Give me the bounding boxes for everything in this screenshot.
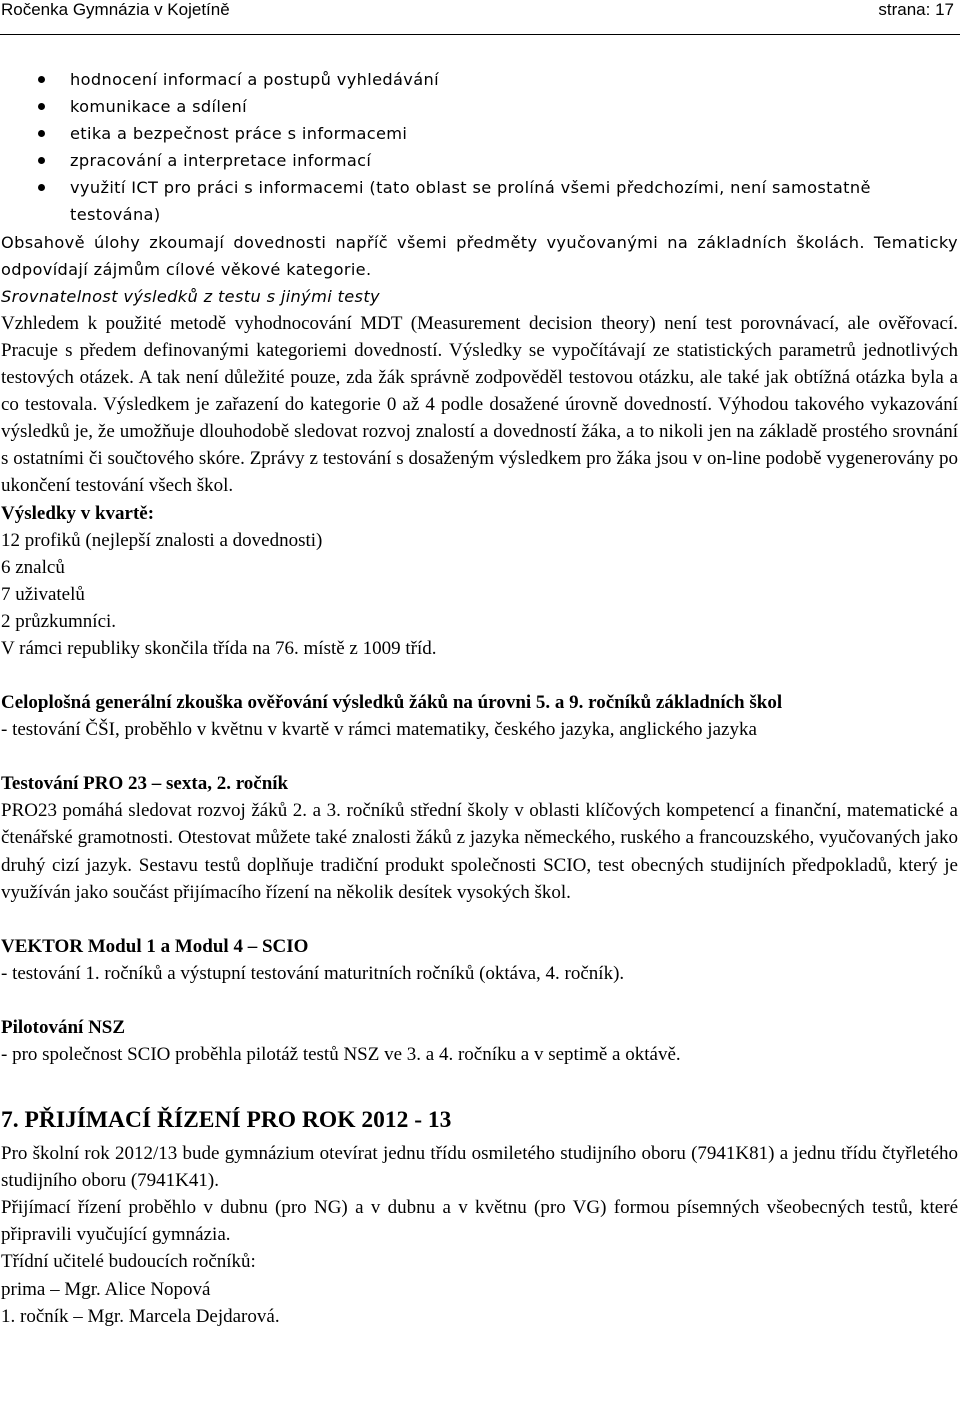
paragraph-vzhledem: Vzhledem k použité metodě vyhodnocování MDT (Measurement decision theory) není test porovnávací, ale ověřovací. Pracuje s předem definovanými kategoriemi dovedností. Výsledky se vypočítávají ze statistických parametrů jednotlivých testových otázek. A tak není důležité pouze, zda žák správně zodpověděl testovou otázku, ale také jak obtížná otázka byla a co testovala. Výsledkem je zařazení do kategorie 0 až 4 podle dosažené úrovně dovedností. Výhodou takového vykazování výsledků je, že umožňuje dlouhodobě sledovat rozvoj znalostí a dovedností žáka, a to nikoli jen na základě prostého srovnání s ostatními či součtového skóre. Zprávy z testování s dosaženým výsledkem pro žáka jsou v on-line podobě vygenerovány po ukončení testování všech škol. [1,312,958,497]
results-heading: Výsledky v kvartě: [1,502,155,524]
paragraph-obsahove: Obsahově úlohy zkoumají dovednosti napříč všemi předměty vyučovanými na základních školách. Tematicky odpovídají zájmům cílové věkové kategorie. [1,232,958,279]
results-item: 6 znalců [1,556,65,578]
pro23-heading: Testování PRO 23 – sexta, 2. ročník [1,773,289,795]
teacher-item: prima – Mgr. Alice Nopová [1,1278,211,1300]
list-item: hodnocení informací a postupů vyhledávání [70,66,958,93]
list-item: komunikace a sdílení [70,93,958,120]
results-item: 12 profiků (nejlepší znalosti a dovednosti) [1,529,323,551]
results-item: 2 průzkumníci. [1,610,117,632]
list-item: využití ICT pro práci s informacemi (tato oblast se prolíná všemi předchozími, není samostatně testována) [70,174,958,228]
vektor-text: - testování 1. ročníků a výstupní testování maturitních ročníků (oktáva, 4. ročník). [1,962,625,984]
vektor-heading: VEKTOR Modul 1 a Modul 4 – SCIO [1,935,309,957]
header-title: Ročenka Gymnázia v Kojetíně [1,0,230,19]
teachers-heading: Třídní učitelé budoucích ročníků: [1,1251,256,1273]
subheading-srovnatelnost: Srovnatelnost výsledků z testu s jinými testy [1,286,380,306]
celoplosna-text: - testování ČŠI, proběhlo v květnu v kvartě v rámci matematiky, českého jazyka, anglického jazyka [1,719,757,741]
list-item: zpracování a interpretace informací [70,147,958,174]
nsz-heading: Pilotování NSZ [1,1016,126,1038]
section-7-paragraph-2: Přijímací řízení proběhlo v dubnu (pro NG) a v dubnu a v květnu (pro VG) formou písemných všeobecných testů, které připravili vyučující gymnázia. [1,1197,958,1246]
page-content [1,66,958,1330]
bullet-list [1,66,958,229]
teacher-item: 1. ročník – Mgr. Marcela Dejdarová. [1,1305,280,1327]
section-7-title: 7. PŘIJÍMACÍ ŘÍZENÍ PRO ROK 2012 - 13 [1,1107,452,1134]
section-7-paragraph-1: Pro školní rok 2012/13 bude gymnázium otevírat jednu třídu osmiletého studijního oboru (7941K81) a jednu třídu čtyřletého studijního oboru (7941K41). [1,1143,958,1192]
pro23-text: PRO23 pomáhá sledovat rozvoj žáků 2. a 3. ročníků střední školy v oblasti klíčových kompetencí a finanční, matematické a čtenářské gramotnosti. Otestovat můžete také znalosti žáků z jazyka německého, ruského a francouzského, vyučovaných jako druhý cizí jazyk. Sestavu testů doplňuje tradiční produkt společnosti SCIO, test obecných studijních předpokladů, který je využíván jako součást přijímacího řízení na několik desítek vysokých škol. [1,800,958,903]
nsz-text: - pro společnost SCIO proběhla pilotáž testů NSZ ve 3. a 4. ročníku a v septimě a oktávě. [1,1044,681,1065]
celoplosna-heading: Celoplošná generální zkouška ověřování výsledků žáků na úrovni 5. a 9. ročníků základních škol [1,692,783,714]
page-header [0,0,960,35]
republika-text: V rámci republiky skončila třída na 76. místě z 1009 tříd. [1,637,437,659]
list-item: etika a bezpečnost práce s informacemi [70,120,958,147]
results-item: 7 uživatelů [1,583,85,605]
page-number: strana: 17 [878,0,954,19]
